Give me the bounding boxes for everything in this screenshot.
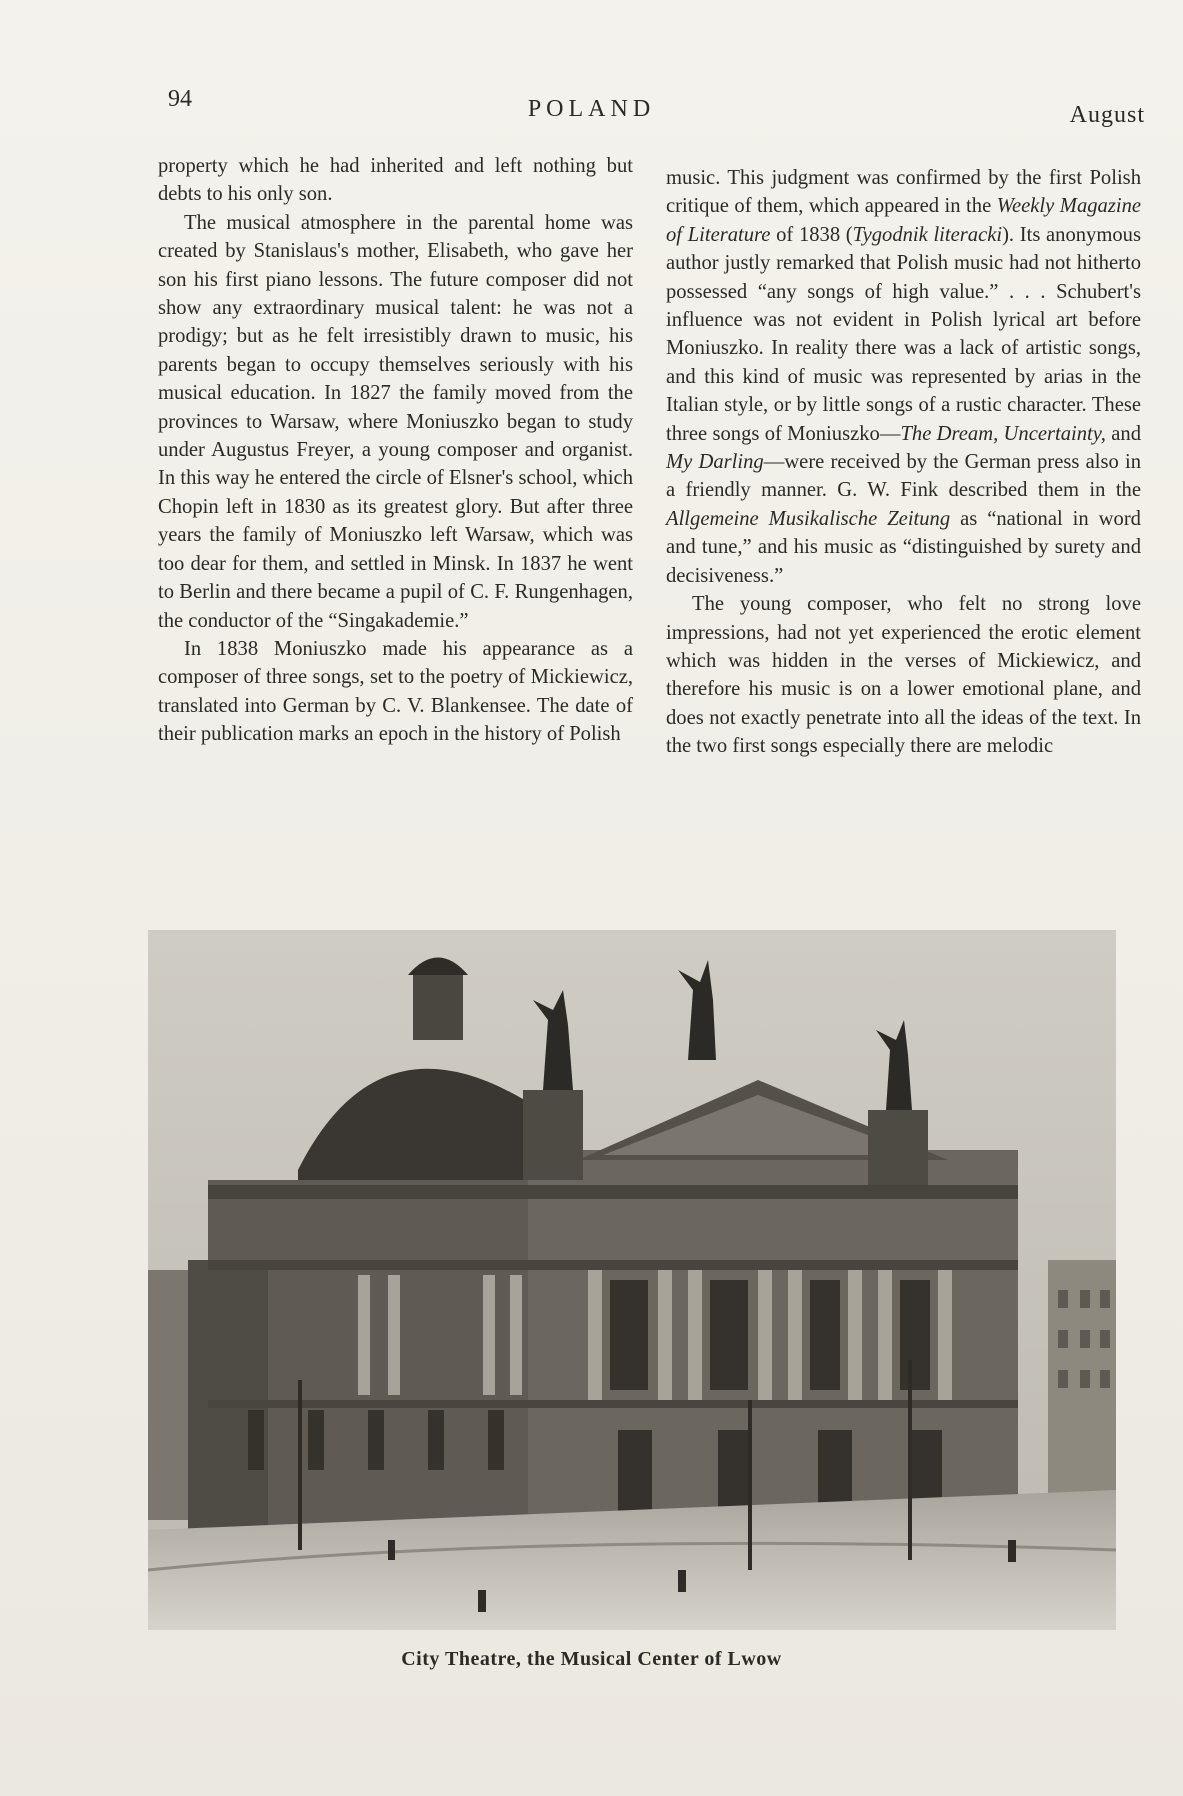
- running-month: August: [1069, 102, 1145, 128]
- italic-title: The Dream, Uncertainty,: [900, 422, 1106, 445]
- figure-caption: City Theatre, the Musical Center of Lwow: [401, 1648, 782, 1670]
- paragraph: [666, 164, 1141, 590]
- left-text-column: [158, 152, 633, 749]
- paragraph: The young composer, who felt no strong love impressions, had not yet experienced the erotic element which was hidden in the verses of Mickiewicz, and therefore his music is on a lower emotional plane, and does not exactly penetrate into all the ideas of the text. In the two first songs especially there are melodic: [666, 593, 1141, 758]
- page-header: [0, 86, 1183, 136]
- paragraph: The musical atmosphere in the parental home was created by Stanislaus's mother, Elisabeth, who gave her son his first piano lessons. The future composer did not show any extraordinary musical talent: he was not a prodigy; but as he felt irresistibly drawn to music, his parents began to occupy themselves seriously with his musical education. In 1827 the family moved from the provinces to Warsaw, where Moniuszko began to study under Augustus Freyer, a young composer and organist. In this way he entered the circle of Elsner's school, which Chopin left in 1830 as its greatest glory. But after three years the family of Moniuszko left Warsaw, which was too dear for them, and settled in Minsk. In 1837 he went to Berlin and there became a pupil of C. F. Rungenhagen, the conductor of the “Singakademie.”: [158, 211, 633, 632]
- italic-title: Tygodnik literacki: [852, 223, 1003, 246]
- text-run: music. This judgment was confirmed by the first Polish critique of them, which appeared in the: [666, 167, 1141, 218]
- page-number: 94: [168, 86, 192, 112]
- text-run: and: [1105, 422, 1141, 445]
- right-text-column: [666, 164, 1141, 761]
- text-run: —were received by the German press also in a friendly manner. G. W. Fink described them in the: [666, 451, 1141, 502]
- text-run: as “national in word and tune,” and his music as “distinguished by surety and decisiveness.”: [666, 507, 1141, 587]
- running-title: POLAND: [527, 96, 656, 122]
- italic-title: Weekly Magazine of Literature: [666, 195, 1142, 246]
- text-run: of 1838 (: [770, 223, 853, 246]
- theatre-photograph: [148, 930, 1116, 1630]
- paragraph: In 1838 Moniuszko made his appearance as a composer of three songs, set to the poetry of Mickiewicz, translated into German by C. V. Blankensee. The date of their publication marks an epoch in the history of Polish: [158, 637, 633, 746]
- paragraph: property which he had inherited and left nothing but debts to his only son.: [158, 155, 633, 206]
- text-run: ). Its anonymous author justly remarked that Polish music had not hitherto possessed “any songs of high value.” . . . Schubert's influence was not evident in Polish lyrical art before Moniuszko. In reality there was a lack of artistic songs, and this kind of music was represented by arias in the Italian style, or by little songs of a rustic character. These three songs of Moniuszko—: [666, 223, 1141, 445]
- italic-title: My Darling: [666, 451, 764, 474]
- theatre-illustration: [148, 930, 1116, 1630]
- italic-title: Allgemeine Musikalische Zeitung: [666, 507, 951, 530]
